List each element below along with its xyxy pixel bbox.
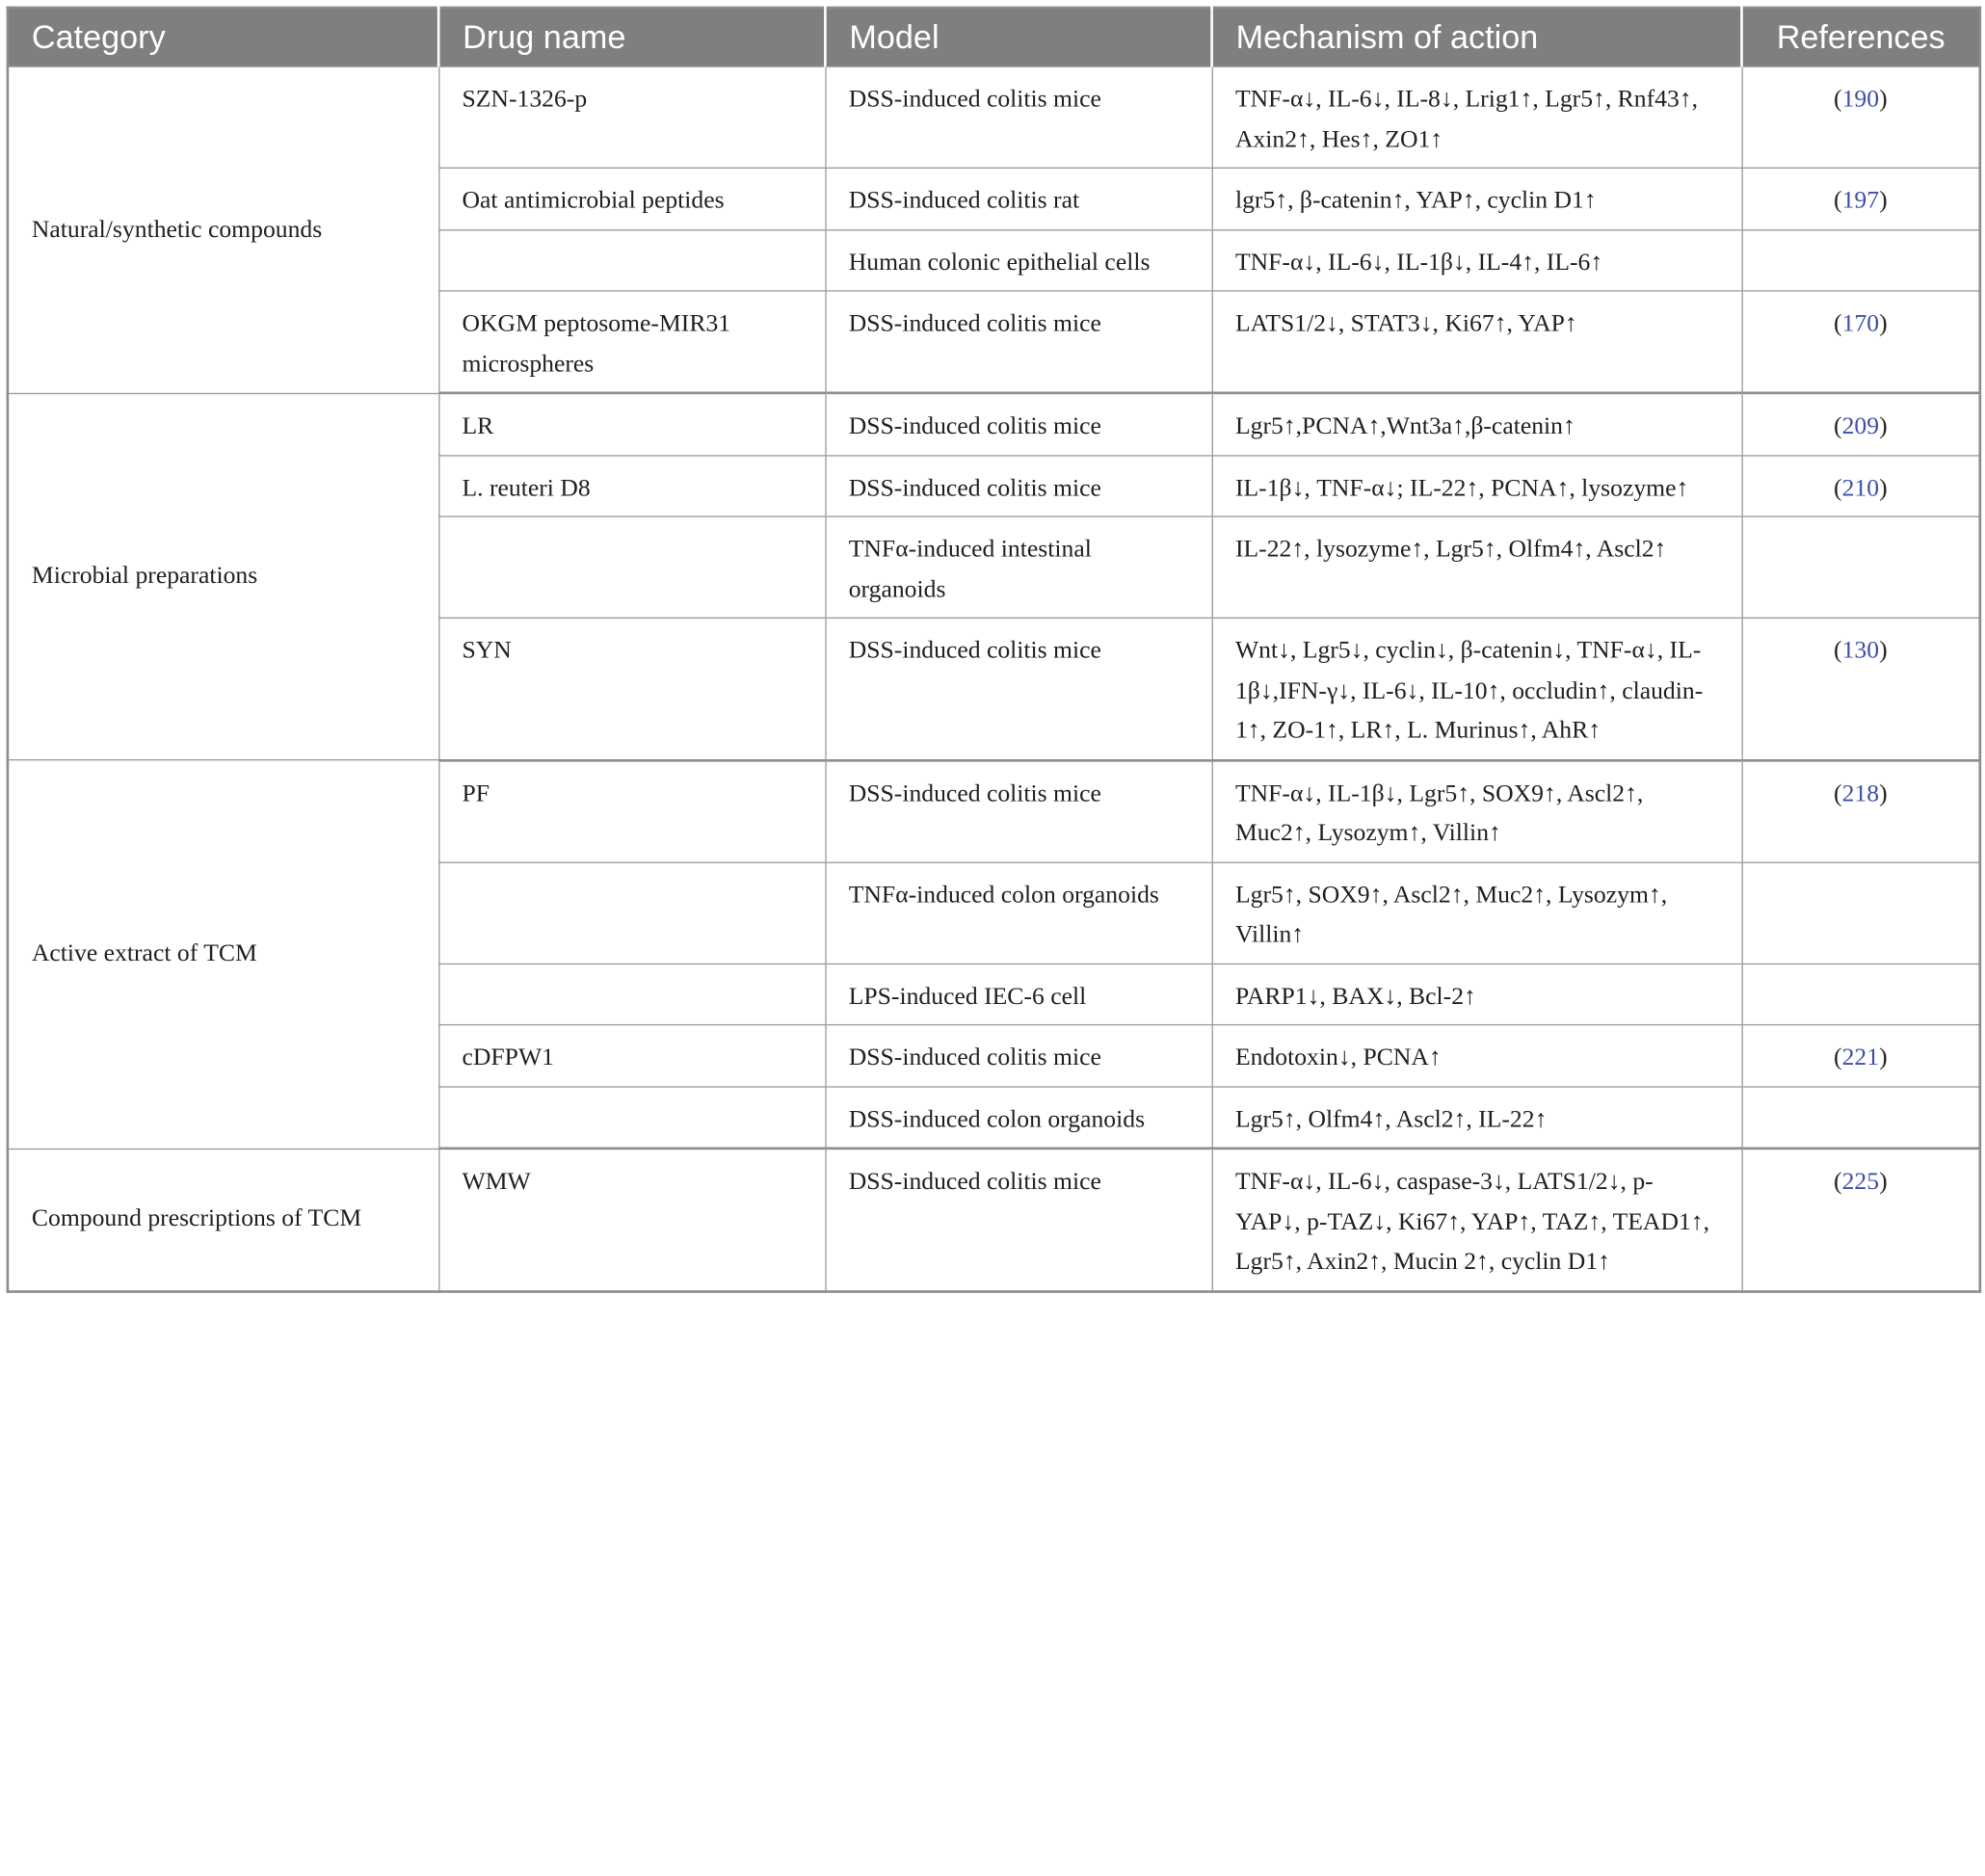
reference-cell: (130) <box>1741 618 1979 759</box>
model-cell: DSS-induced colon organoids <box>825 1086 1211 1148</box>
reference-cell: (225) <box>1741 1149 1979 1291</box>
reference-cell <box>1741 862 1979 964</box>
drug-cell <box>438 1086 825 1148</box>
mechanism-cell: Lgr5↑, Olfm4↑, Ascl2↑, IL-22↑ <box>1212 1086 1742 1148</box>
category-cell: Natural/synthetic compounds <box>8 66 438 393</box>
drug-cell: LR <box>438 393 825 455</box>
drug-cell: SYN <box>438 618 825 759</box>
drug-cell <box>438 229 825 291</box>
mechanism-cell: Endotoxin↓, PCNA↑ <box>1212 1025 1742 1087</box>
mechanism-cell: LATS1/2↓, STAT3↓, Ki67↑, YAP↑ <box>1212 291 1742 393</box>
drug-cell: Oat antimicrobial peptides <box>438 168 825 229</box>
drug-cell: OKGM peptosome-MIR31 microspheres <box>438 291 825 393</box>
model-cell: DSS-induced colitis mice <box>825 66 1211 168</box>
mechanism-table <box>7 7 1982 1293</box>
header-model: Model <box>825 8 1211 66</box>
drug-cell: L. reuteri D8 <box>438 455 825 516</box>
header-category: Category <box>8 8 438 66</box>
reference-link[interactable]: 130 <box>1841 637 1880 665</box>
model-cell: DSS-induced colitis mice <box>825 291 1211 393</box>
reference-link[interactable]: 225 <box>1841 1168 1880 1196</box>
reference-link[interactable]: 221 <box>1841 1044 1880 1071</box>
mechanism-cell: TNF-α↓, IL-6↓, IL-8↓, Lrig1↑, Lgr5↑, Rnf43↑, Axin2↑, Hes↑, ZO1↑ <box>1212 66 1742 168</box>
drug-cell <box>438 964 825 1025</box>
drug-cell: SZN-1326-p <box>438 66 825 168</box>
mechanism-cell: Wnt↓, Lgr5↓, cyclin↓, β-catenin↓, TNF-α↓, IL-1β↓,IFN-γ↓, IL-6↓, IL-10↑, occludin↑, claudin-1↑, ZO-1↑, LR↑, L. Murinus↑, AhR↑ <box>1212 618 1742 759</box>
table-row <box>8 760 1980 862</box>
reference-link[interactable]: 210 <box>1841 474 1880 502</box>
table-row <box>8 66 1980 168</box>
drug-cell <box>438 862 825 964</box>
drug-cell: PF <box>438 760 825 862</box>
mechanism-cell: PARP1↓, BAX↓, Bcl-2↑ <box>1212 964 1742 1025</box>
reference-cell <box>1741 516 1979 618</box>
header-drug-name: Drug name <box>438 8 825 66</box>
reference-cell: (210) <box>1741 455 1979 516</box>
header-references: References <box>1741 8 1979 66</box>
mechanism-cell: TNF-α↓, IL-6↓, caspase-3↓, LATS1/2↓, p-YAP↓, p-TAZ↓, Ki67↑, YAP↑, TAZ↑, TEAD1↑, Lgr5↑, Axin2↑, Mucin 2↑, cyclin D1↑ <box>1212 1149 1742 1291</box>
mechanism-cell: IL-1β↓, TNF-α↓; IL-22↑, PCNA↑, lysozyme↑ <box>1212 455 1742 516</box>
reference-link[interactable]: 190 <box>1841 86 1880 114</box>
model-cell: Human colonic epithelial cells <box>825 229 1211 291</box>
reference-cell: (197) <box>1741 168 1979 229</box>
reference-cell: (221) <box>1741 1025 1979 1087</box>
mechanism-cell: TNF-α↓, IL-1β↓, Lgr5↑, SOX9↑, Ascl2↑, Muc2↑, Lysozym↑, Villin↑ <box>1212 760 1742 862</box>
reference-cell <box>1741 229 1979 291</box>
reference-link[interactable]: 170 <box>1841 310 1880 337</box>
model-cell: DSS-induced colitis mice <box>825 1149 1211 1291</box>
reference-cell: (190) <box>1741 66 1979 168</box>
reference-link[interactable]: 209 <box>1841 412 1880 440</box>
mechanism-cell: IL-22↑, lysozyme↑, Lgr5↑, Olfm4↑, Ascl2↑ <box>1212 516 1742 618</box>
category-cell: Compound prescriptions of TCM <box>8 1149 438 1291</box>
model-cell: DSS-induced colitis mice <box>825 1025 1211 1087</box>
reference-cell: (170) <box>1741 291 1979 393</box>
reference-link[interactable]: 218 <box>1841 779 1880 807</box>
reference-cell <box>1741 1086 1979 1148</box>
model-cell: TNFα-induced colon organoids <box>825 862 1211 964</box>
model-cell: DSS-induced colitis mice <box>825 760 1211 862</box>
mechanism-cell: TNF-α↓, IL-6↓, IL-1β↓, IL-4↑, IL-6↑ <box>1212 229 1742 291</box>
category-cell: Microbial preparations <box>8 393 438 760</box>
mechanism-cell: Lgr5↑, SOX9↑, Ascl2↑, Muc2↑, Lysozym↑, Villin↑ <box>1212 862 1742 964</box>
table-row <box>8 393 1980 455</box>
model-cell: DSS-induced colitis rat <box>825 168 1211 229</box>
drug-cell <box>438 516 825 618</box>
model-cell: DSS-induced colitis mice <box>825 618 1211 759</box>
header-mechanism: Mechanism of action <box>1212 8 1742 66</box>
header-row <box>8 8 1980 66</box>
model-cell: DSS-induced colitis mice <box>825 393 1211 455</box>
reference-cell: (218) <box>1741 760 1979 862</box>
drug-cell: cDFPW1 <box>438 1025 825 1087</box>
model-cell: DSS-induced colitis mice <box>825 455 1211 516</box>
reference-cell: (209) <box>1741 393 1979 455</box>
reference-link[interactable]: 197 <box>1841 187 1880 215</box>
reference-cell <box>1741 964 1979 1025</box>
mechanism-cell: lgr5↑, β-catenin↑, YAP↑, cyclin D1↑ <box>1212 168 1742 229</box>
mechanism-cell: Lgr5↑,PCNA↑,Wnt3a↑,β-catenin↑ <box>1212 393 1742 455</box>
category-cell: Active extract of TCM <box>8 760 438 1149</box>
drug-cell: WMW <box>438 1149 825 1291</box>
table-row <box>8 1149 1980 1291</box>
model-cell: LPS-induced IEC-6 cell <box>825 964 1211 1025</box>
table-body <box>8 66 1980 1291</box>
model-cell: TNFα-induced intestinal organoids <box>825 516 1211 618</box>
